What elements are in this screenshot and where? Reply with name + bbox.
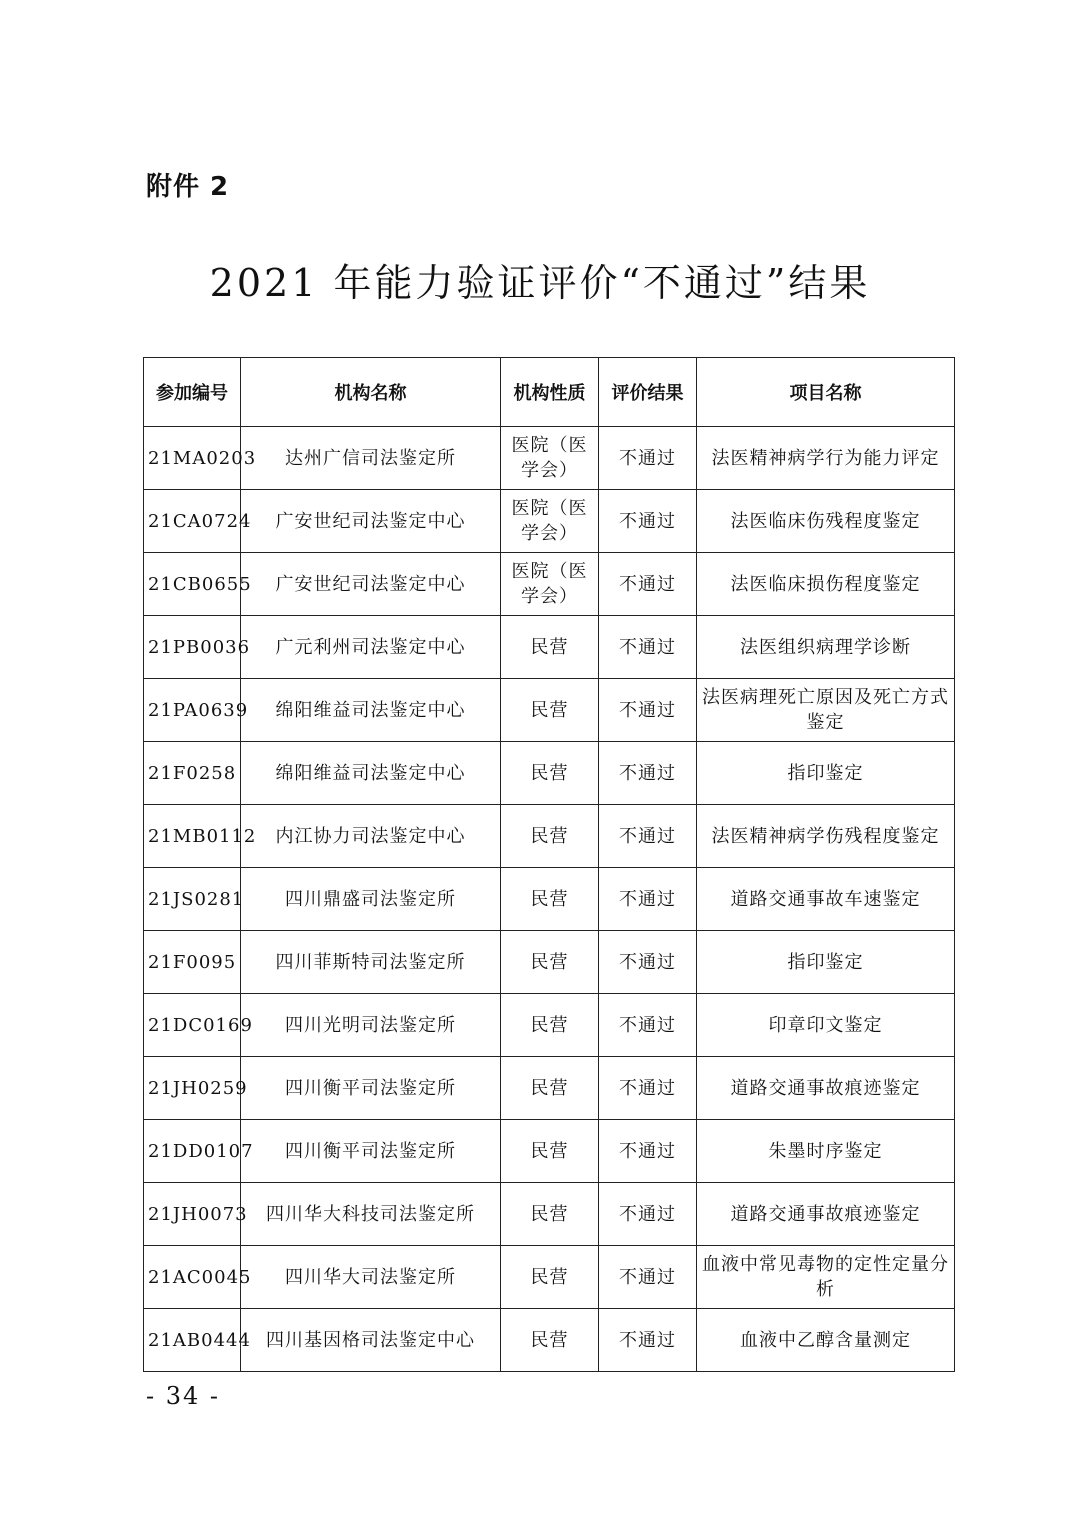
- cell-item: 法医组织病理学诊断: [697, 616, 955, 679]
- table-row: [144, 1057, 955, 1120]
- header-code: 参加编号: [144, 358, 241, 427]
- cell-result: 不通过: [599, 427, 697, 490]
- cell-result: 不通过: [599, 1057, 697, 1120]
- cell-item: 血液中乙醇含量测定: [697, 1309, 955, 1372]
- cell-org: 四川光明司法鉴定所: [241, 994, 501, 1057]
- cell-type: 民营: [501, 742, 599, 805]
- cell-item: 指印鉴定: [697, 931, 955, 994]
- table-row: [144, 1120, 955, 1183]
- attachment-label: 附件 2: [146, 172, 230, 202]
- table-row: [144, 868, 955, 931]
- cell-code: 21CB0655: [144, 553, 241, 616]
- cell-result: 不通过: [599, 1246, 697, 1309]
- cell-item: 朱墨时序鉴定: [697, 1120, 955, 1183]
- cell-type: 民营: [501, 616, 599, 679]
- cell-type: 民营: [501, 1183, 599, 1246]
- cell-org: 四川鼎盛司法鉴定所: [241, 868, 501, 931]
- cell-type: 民营: [501, 679, 599, 742]
- table-row: [144, 931, 955, 994]
- cell-result: 不通过: [599, 1183, 697, 1246]
- results-table: [143, 357, 955, 1372]
- table-row: [144, 616, 955, 679]
- cell-code: 21JH0073: [144, 1183, 241, 1246]
- cell-type: 民营: [501, 1246, 599, 1309]
- table-row: [144, 805, 955, 868]
- page-number: - 34 -: [146, 1382, 221, 1410]
- cell-code: 21JH0259: [144, 1057, 241, 1120]
- cell-org: 绵阳维益司法鉴定中心: [241, 742, 501, 805]
- cell-item: 道路交通事故痕迹鉴定: [697, 1057, 955, 1120]
- cell-result: 不通过: [599, 994, 697, 1057]
- cell-org: 广安世纪司法鉴定中心: [241, 490, 501, 553]
- cell-code: 21MB0112: [144, 805, 241, 868]
- cell-org: 四川衡平司法鉴定所: [241, 1120, 501, 1183]
- cell-org: 四川菲斯特司法鉴定所: [241, 931, 501, 994]
- cell-item: 法医临床损伤程度鉴定: [697, 553, 955, 616]
- table-row: [144, 553, 955, 616]
- table-row: [144, 1183, 955, 1246]
- cell-result: 不通过: [599, 553, 697, 616]
- cell-code: 21JS0281: [144, 868, 241, 931]
- cell-org: 内江协力司法鉴定中心: [241, 805, 501, 868]
- header-result: 评价结果: [599, 358, 697, 427]
- table-body: [144, 427, 955, 1372]
- table-row: [144, 1246, 955, 1309]
- cell-code: 21PA0639: [144, 679, 241, 742]
- cell-result: 不通过: [599, 805, 697, 868]
- cell-type: 民营: [501, 994, 599, 1057]
- cell-item: 印章印文鉴定: [697, 994, 955, 1057]
- cell-type: 医院（医学会）: [501, 553, 599, 616]
- cell-type: 民营: [501, 931, 599, 994]
- cell-org: 四川基因格司法鉴定中心: [241, 1309, 501, 1372]
- page-title: 2021 年能力验证评价“不通过”结果: [209, 261, 871, 305]
- cell-code: 21CA0724: [144, 490, 241, 553]
- cell-org: 四川华大科技司法鉴定所: [241, 1183, 501, 1246]
- cell-code: 21DD0107: [144, 1120, 241, 1183]
- header-org: 机构名称: [241, 358, 501, 427]
- cell-type: 民营: [501, 805, 599, 868]
- cell-org: 广元利州司法鉴定中心: [241, 616, 501, 679]
- header-type: 机构性质: [501, 358, 599, 427]
- cell-code: 21MA0203: [144, 427, 241, 490]
- cell-result: 不通过: [599, 679, 697, 742]
- table-row: [144, 490, 955, 553]
- cell-type: 民营: [501, 868, 599, 931]
- table-row: [144, 994, 955, 1057]
- cell-item: 指印鉴定: [697, 742, 955, 805]
- cell-item: 法医病理死亡原因及死亡方式鉴定: [697, 679, 955, 742]
- cell-type: 民营: [501, 1120, 599, 1183]
- cell-result: 不通过: [599, 931, 697, 994]
- cell-type: 医院（医学会）: [501, 427, 599, 490]
- cell-type: 医院（医学会）: [501, 490, 599, 553]
- cell-item: 道路交通事故痕迹鉴定: [697, 1183, 955, 1246]
- cell-code: 21DC0169: [144, 994, 241, 1057]
- cell-result: 不通过: [599, 490, 697, 553]
- cell-type: 民营: [501, 1057, 599, 1120]
- cell-result: 不通过: [599, 868, 697, 931]
- cell-item: 法医精神病学行为能力评定: [697, 427, 955, 490]
- cell-code: 21AB0444: [144, 1309, 241, 1372]
- cell-type: 民营: [501, 1309, 599, 1372]
- table-header-row: [144, 358, 955, 427]
- cell-item: 道路交通事故车速鉴定: [697, 868, 955, 931]
- table-row: [144, 427, 955, 490]
- cell-code: 21AC0045: [144, 1246, 241, 1309]
- cell-code: 21PB0036: [144, 616, 241, 679]
- cell-code: 21F0258: [144, 742, 241, 805]
- cell-code: 21F0095: [144, 931, 241, 994]
- cell-org: 四川华大司法鉴定所: [241, 1246, 501, 1309]
- cell-item: 法医临床伤残程度鉴定: [697, 490, 955, 553]
- table-row: [144, 742, 955, 805]
- cell-result: 不通过: [599, 616, 697, 679]
- cell-result: 不通过: [599, 1309, 697, 1372]
- cell-org: 达州广信司法鉴定所: [241, 427, 501, 490]
- table-row: [144, 679, 955, 742]
- cell-result: 不通过: [599, 1120, 697, 1183]
- cell-org: 四川衡平司法鉴定所: [241, 1057, 501, 1120]
- table-row: [144, 1309, 955, 1372]
- cell-item: 血液中常见毒物的定性定量分析: [697, 1246, 955, 1309]
- cell-result: 不通过: [599, 742, 697, 805]
- cell-item: 法医精神病学伤残程度鉴定: [697, 805, 955, 868]
- cell-org: 绵阳维益司法鉴定中心: [241, 679, 501, 742]
- cell-org: 广安世纪司法鉴定中心: [241, 553, 501, 616]
- header-item: 项目名称: [697, 358, 955, 427]
